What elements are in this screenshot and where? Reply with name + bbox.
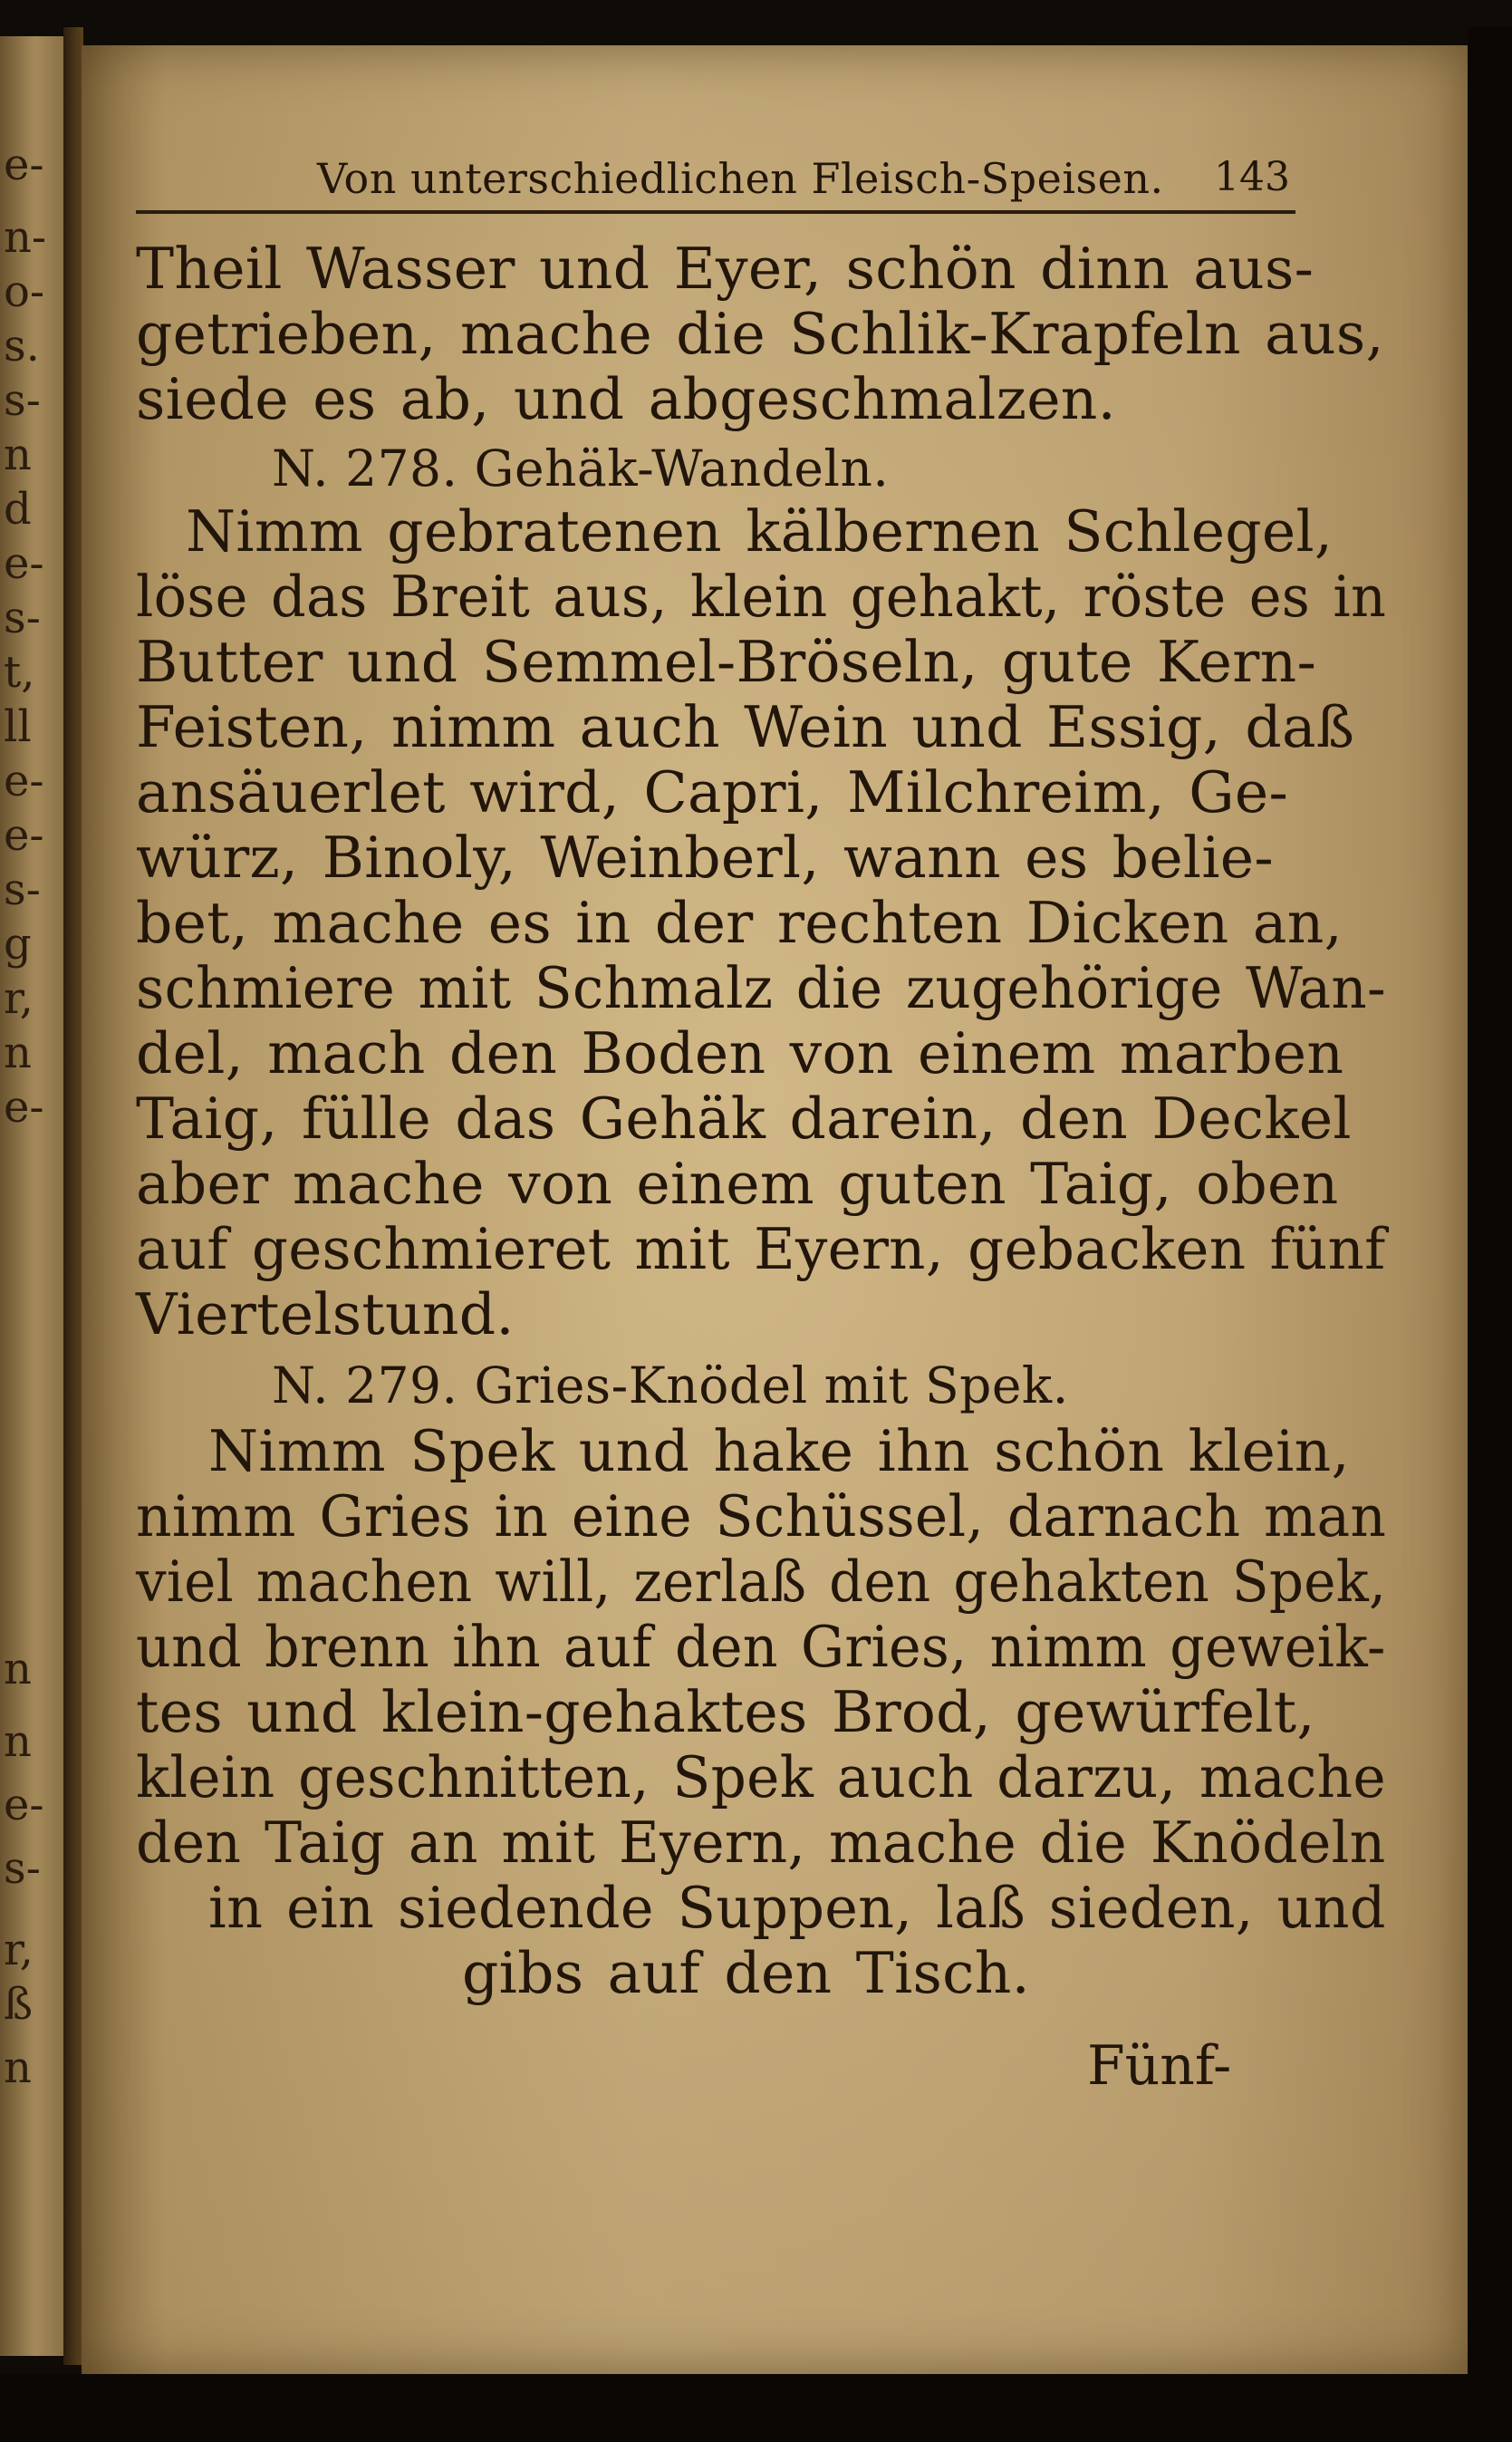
left-page-fragment: n — [4, 1716, 32, 1767]
text-line: den Taig an mit Eyern, mache die Knödeln — [136, 1810, 1386, 1876]
text-line: Feisten, nimm auch Wein und Essig, daß — [136, 694, 1355, 760]
left-page-fragment: n — [4, 1028, 32, 1078]
left-page-fragment: e- — [4, 810, 44, 861]
running-header: Von unterschiedlichen Fleisch-Speisen. — [317, 154, 1164, 203]
left-page-fragment: s- — [4, 1843, 41, 1894]
left-page-fragment: s- — [4, 375, 41, 426]
left-page-fragment: e- — [4, 140, 44, 190]
left-page-edge — [0, 36, 63, 2356]
left-page-fragment: d — [4, 484, 32, 535]
text-line: getrieben, mache die Schlik-Krapfeln aus, — [136, 301, 1384, 367]
text-line: und brenn ihn auf den Gries, nimm geweik- — [136, 1614, 1386, 1680]
left-page-fragment: o- — [4, 266, 45, 317]
text-line: nimm Gries in eine Schüssel, darnach man — [136, 1483, 1387, 1549]
text-line: würz, Binoly, Weinberl, wann es belie- — [136, 825, 1274, 891]
left-page-fragment: ß — [4, 1979, 34, 2030]
header-rule — [136, 210, 1295, 214]
left-page-fragment: s- — [4, 593, 41, 643]
left-page-fragment: t, — [4, 647, 35, 698]
scan-border-right — [1468, 27, 1512, 2383]
text-line: bet, mache es in der rechten Dicken an, — [136, 890, 1343, 956]
text-line: Taig, fülle das Gehäk darein, den Deckel — [136, 1086, 1352, 1152]
text-line: ansäuerlet wird, Capri, Milchreim, Ge- — [136, 759, 1289, 825]
left-page-fragment: n — [4, 1644, 32, 1694]
text-line: del, mach den Boden von einem marben — [136, 1020, 1344, 1086]
recipe-heading: N. 278. Gehäk-Wandeln. — [272, 439, 890, 497]
left-page-fragment: e- — [4, 1780, 44, 1830]
text-line: aber mache von einem guten Taig, oben — [136, 1151, 1339, 1217]
left-page-fragment: s- — [4, 864, 41, 915]
text-line: Nimm Spek und hake ihn schön klein, — [208, 1418, 1350, 1484]
text-line: Viertelstund. — [136, 1281, 515, 1347]
page-number: 143 — [1214, 154, 1290, 200]
left-page-fragment: n- — [4, 212, 47, 263]
left-page-fragment: n — [4, 430, 32, 480]
text-line: löse das Breit aus, klein gehakt, röste es in — [136, 564, 1387, 630]
left-page-fragment: e- — [4, 538, 44, 589]
text-line: schmiere mit Schmalz die zugehörige Wan- — [136, 955, 1386, 1021]
text-line: in ein siedende Suppen, laß sieden, und — [208, 1875, 1386, 1941]
text-line: siede es ab, und abgeschmalzen. — [136, 366, 1116, 432]
text-line: Nimm gebratenen kälbernen Schlegel, — [186, 498, 1334, 565]
left-page-fragment: ll — [4, 701, 32, 752]
text-line: tes und klein-gehaktes Brod, gewürfelt, — [136, 1679, 1315, 1745]
left-page-fragment: r, — [4, 973, 34, 1024]
left-page-fragment: e- — [4, 1082, 44, 1133]
text-line: klein geschnitten, Spek auch darzu, mache — [136, 1744, 1386, 1810]
book-gutter — [63, 27, 83, 2365]
book-page — [82, 45, 1468, 2374]
left-page-fragment: n — [4, 2042, 32, 2093]
text-line: auf geschmieret mit Eyern, gebacken fünf — [136, 1216, 1386, 1282]
left-page-fragment: r, — [4, 1925, 34, 1975]
left-page-fragment: e- — [4, 756, 44, 806]
text-line: Butter und Semmel-Bröseln, gute Kern- — [136, 629, 1317, 695]
scan-border-bottom — [0, 2374, 1512, 2442]
text-line: Theil Wasser und Eyer, schön dinn aus- — [136, 236, 1315, 302]
recipe-heading: N. 279. Gries-Knödel mit Spek. — [272, 1356, 1069, 1414]
catchword: Fünf- — [1087, 2034, 1232, 2098]
text-line: viel machen will, zerlaß den gehakten Spek, — [136, 1549, 1387, 1615]
left-page-fragment: s. — [4, 321, 40, 372]
text-line: gibs auf den Tisch. — [462, 1940, 1030, 2006]
left-page-fragment: g — [4, 919, 32, 970]
